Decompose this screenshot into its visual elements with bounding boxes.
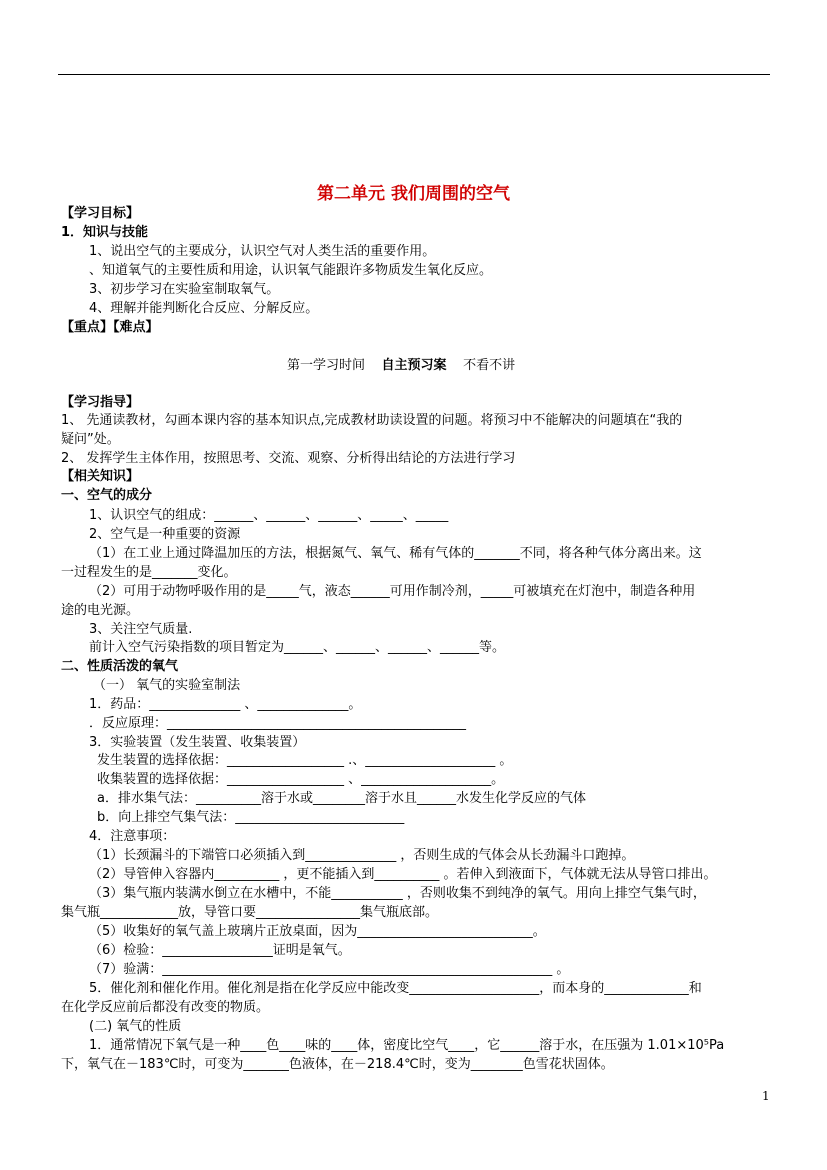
objective-item: 1、说出空气的主要成分，认识空气对人类生活的重要作用。 [89,244,436,259]
session-prefix: 第一学习时间 [287,358,366,373]
section-2-line: 集气瓶____________放，导管口要________________集气瓶底部。 [61,905,439,920]
page-title: 第二单元 我们周围的空气 [317,184,510,204]
section-1-line: （1）在工业上通过降温加压的方法，根据氮气、氧气、稀有气体的_______不同，将各种气体分离出来。这 [89,546,702,561]
section-2-line: (二) 氧气的性质 [89,1019,182,1034]
section-2-line: （5）收集好的氧气盖上玻璃片正放桌面，因为___________________________。 [89,924,546,939]
section-2-line: 3．实验装置（发生装置、收集装置） [89,735,306,750]
section-2-line: （2）导管伸入容器内__________ ，更不能插入到__________ 。若伸入到液面下，气体就无法从导管口排出。 [89,867,717,882]
objectives-heading: 【学习目标】 [61,206,140,221]
section-2-line: 5．催化剂和催化作用。催化剂是指在化学反应中能改变____________________，而本身的_____________和 [89,981,702,996]
objective-item: 4、理解并能判断化合反应、分解反应。 [89,301,319,316]
session-line [287,357,515,375]
section-2-line: 发生装置的选择依据：__________________ .、____________________ 。 [97,753,513,768]
section-1-heading: 一、空气的成分 [61,488,153,503]
section-2-line: 在化学反应前后都没有改变的物质。 [61,1000,270,1015]
section-1-line: 3、关注空气质量. [89,622,193,637]
section-1-line: 1、认识空气的组成：______、______、______、_____、_____ [89,508,449,523]
section-2-line: ．反应原理：______________________________________________ [89,716,467,731]
section-1-line: 途的电光源。 [61,603,140,618]
guide-line: 疑问”处。 [61,432,120,447]
session-suffix: 不看不讲 [463,358,516,373]
section-2-heading: 二、性质活泼的氧气 [61,659,179,674]
session-bold: 自主预习案 [381,358,447,373]
page-number: 1 [762,1089,770,1103]
section-2-line: 下，氧气在－183℃时，可变为_______色液体，在－218.4℃时，变为________色雪花状固体。 [61,1057,614,1072]
section-1-line: 2、空气是一种重要的资源 [89,527,241,542]
guide-heading: 【学习指导】 [61,395,140,410]
section-2-line: 收集装置的选择依据：__________________ 、____________________。 [97,772,505,787]
section-2-line: （7）验满：____________________________________________________________ 。 [89,962,570,977]
section-2-line: （6）检验：_________________证明是氧气。 [89,943,351,958]
section-2-line: （3）集气瓶内装满水倒立在水槽中，不能___________ ，否则收集不到纯净的氧气。用向上排空气集气时， [89,886,706,901]
section-2-line: a．排水集气法：__________溶于水或________溶于水且______水发生化学反应的气体 [97,791,586,806]
section-1-line: 一过程发生的是_______变化。 [61,565,237,580]
guide-line: 1、 先通读教材，勾画本课内容的基本知识点,完成教材助读设置的问题。将预习中不能解决的问题填在“我的 [61,413,683,428]
objectives-sub: 1．知识与技能 [61,225,149,240]
section-2-line: 1．通常情况下氧气是一种____色____味的____体，密度比空气____，它______溶于水，在压强为 1.01×10⁵Pa [89,1038,725,1053]
section-1-line: 前计入空气污染指数的项目暂定为______、______、______、______等。 [89,640,506,655]
header-rule [58,74,770,75]
objective-item: 3、初步学习在实验室制取氧气。 [89,282,280,297]
guide-line: 2、 发挥学生主体作用，按照思考、交流、观察、分析得出结论的方法进行学习 [61,451,516,466]
section-2-line: b．向上排空气集气法：__________________________ [97,810,405,825]
section-2-line: 1．药品：______________ 、______________。 [89,697,362,712]
objective-item: 、知道氧气的主要性质和用途，认识氧气能跟许多物质发生氧化反应。 [89,263,493,278]
section-1-line: （2）可用于动物呼吸作用的是_____气，液态______可用作制冷剂，_____可被填充在灯泡中，制造各种用 [89,584,696,599]
key-points-heading: 【重点】【难点】 [61,320,159,335]
knowledge-heading: 【相关知识】 [61,469,140,484]
section-2-line: （一） 氧气的实验室制法 [93,678,241,693]
section-2-line: （1）长颈漏斗的下端管口必须插入到______________ ，否则生成的气体会从长劲漏斗口跑掉。 [89,848,635,863]
section-2-line: 4．注意事项： [89,829,176,844]
